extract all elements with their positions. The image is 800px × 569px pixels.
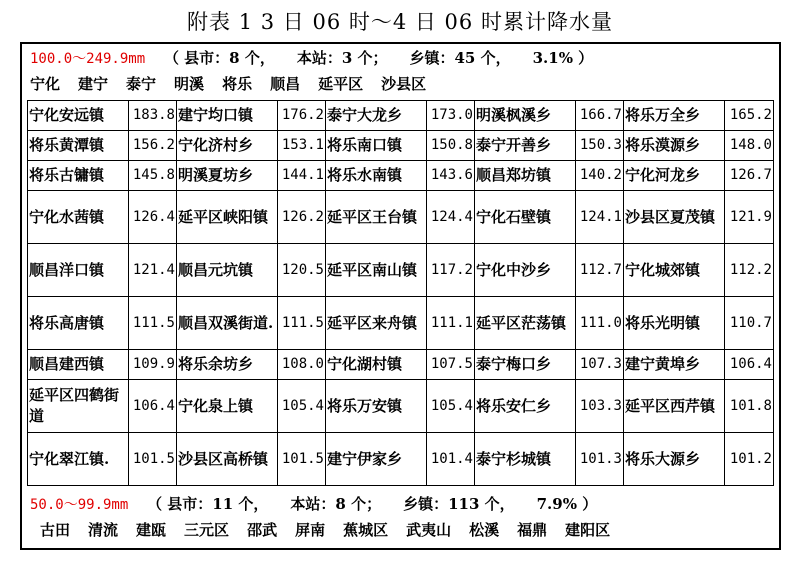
station-name: 顺昌双溪街道. [177, 297, 278, 350]
station-name: 泰宁开善乡 [475, 131, 576, 161]
station-name: 泰宁杉城镇 [475, 433, 576, 486]
rainfall-value: 150.8 [427, 131, 475, 161]
table-row [28, 131, 774, 161]
rainfall-value: 117.2 [427, 244, 475, 297]
rainfall-value: 112.2 [725, 244, 774, 297]
station-name: 宁化泉上镇 [177, 380, 278, 433]
station-name: 顺昌元坑镇 [177, 244, 278, 297]
station-name: 明溪枫溪乡 [475, 101, 576, 131]
rainfall-value: 176.2 [278, 101, 326, 131]
station-name: 建宁均口镇 [177, 101, 278, 131]
station-name: 宁化河龙乡 [624, 161, 725, 191]
band-counties: 古田 清流 建瓯 三元区 邵武 屏南 蕉城区 武夷山 松溪 福鼎 建阳区 [40, 521, 611, 539]
station-name: 宁化石壁镇 [475, 191, 576, 244]
station-name: 将乐大源乡 [624, 433, 725, 486]
band-stats: （ 县市：8 个， 本站：3 个； 乡镇：45 个， 3.1% ） [163, 49, 594, 67]
band-header-50-99 [30, 493, 773, 514]
band-range: 50.0～99.9mm [30, 497, 129, 513]
rainfall-value: 145.8 [129, 161, 177, 191]
rainfall-value: 106.4 [129, 380, 177, 433]
rainfall-value: 109.9 [129, 350, 177, 380]
page-title: 附表 1 3 日 06 时～4 日 06 时累计降水量 [187, 10, 613, 34]
station-name: 将乐水南镇 [326, 161, 427, 191]
rainfall-value: 144.1 [278, 161, 326, 191]
station-name: 宁化安远镇 [28, 101, 129, 131]
rainfall-value: 101.8 [725, 380, 774, 433]
rainfall-value: 126.2 [278, 191, 326, 244]
rainfall-table-frame [20, 42, 781, 550]
rainfall-value: 124.4 [427, 191, 475, 244]
rainfall-value: 101.4 [427, 433, 475, 486]
station-name: 建宁伊家乡 [326, 433, 427, 486]
band-range: 100.0～249.9mm [30, 51, 146, 67]
rainfall-value: 148.0 [725, 131, 774, 161]
station-name: 顺昌建西镇 [28, 350, 129, 380]
station-name: 顺昌郑坊镇 [475, 161, 576, 191]
table-row [28, 433, 774, 486]
station-name: 将乐安仁乡 [475, 380, 576, 433]
station-name: 将乐万安镇 [326, 380, 427, 433]
rainfall-value: 101.5 [278, 433, 326, 486]
rainfall-value: 156.2 [129, 131, 177, 161]
rainfall-value: 101.3 [576, 433, 624, 486]
rainfall-value: 165.2 [725, 101, 774, 131]
station-name: 宁化城郊镇 [624, 244, 725, 297]
table-row [28, 380, 774, 433]
rainfall-value: 111.5 [278, 297, 326, 350]
station-name: 建宁黄埠乡 [624, 350, 725, 380]
station-name: 延平区南山镇 [326, 244, 427, 297]
station-name: 泰宁梅口乡 [475, 350, 576, 380]
station-name: 将乐高唐镇 [28, 297, 129, 350]
rainfall-value: 173.0 [427, 101, 475, 131]
band-counties: 宁化 建宁 泰宁 明溪 将乐 顺昌 延平区 沙县区 [30, 75, 427, 93]
station-name: 沙县区夏茂镇 [624, 191, 725, 244]
station-name: 泰宁大龙乡 [326, 101, 427, 131]
station-name: 将乐古镛镇 [28, 161, 129, 191]
rainfall-value: 140.2 [576, 161, 624, 191]
table-row [28, 244, 774, 297]
rainfall-value: 150.3 [576, 131, 624, 161]
rainfall-value: 111.1 [427, 297, 475, 350]
table-row [28, 350, 774, 380]
rainfall-value: 121.4 [129, 244, 177, 297]
station-name: 延平区四鹤街道 [28, 380, 129, 433]
station-name: 宁化水茜镇 [28, 191, 129, 244]
rainfall-value: 111.0 [576, 297, 624, 350]
rainfall-value: 101.5 [129, 433, 177, 486]
station-rainfall-grid [27, 100, 774, 486]
rainfall-value: 183.8 [129, 101, 177, 131]
rainfall-value: 107.5 [427, 350, 475, 380]
station-name: 宁化济村乡 [177, 131, 278, 161]
rainfall-value: 143.6 [427, 161, 475, 191]
station-name: 宁化中沙乡 [475, 244, 576, 297]
rainfall-value: 105.4 [427, 380, 475, 433]
station-name: 将乐漠源乡 [624, 131, 725, 161]
rainfall-value: 153.1 [278, 131, 326, 161]
station-name: 将乐万全乡 [624, 101, 725, 131]
rainfall-value: 108.0 [278, 350, 326, 380]
table-row [28, 297, 774, 350]
rainfall-value: 111.5 [129, 297, 177, 350]
station-name: 将乐余坊乡 [177, 350, 278, 380]
rainfall-value: 126.4 [129, 191, 177, 244]
rainfall-value: 166.7 [576, 101, 624, 131]
station-name: 延平区王台镇 [326, 191, 427, 244]
rainfall-value: 121.9 [725, 191, 774, 244]
station-name: 延平区茫荡镇 [475, 297, 576, 350]
rainfall-value: 103.3 [576, 380, 624, 433]
rainfall-value: 120.5 [278, 244, 326, 297]
station-name: 宁化湖村镇 [326, 350, 427, 380]
band-stats: （ 县市：11 个， 本站：8 个； 乡镇：113 个， 7.9% ） [147, 495, 598, 513]
station-name: 将乐光明镇 [624, 297, 725, 350]
rainfall-value: 126.7 [725, 161, 774, 191]
table-row [28, 161, 774, 191]
band-header-100-249 [30, 47, 773, 68]
table-row [28, 101, 774, 131]
rainfall-value: 107.3 [576, 350, 624, 380]
station-name: 宁化翠江镇. [28, 433, 129, 486]
station-name: 沙县区高桥镇 [177, 433, 278, 486]
station-name: 将乐黄潭镇 [28, 131, 129, 161]
station-name: 延平区西芹镇 [624, 380, 725, 433]
rainfall-value: 105.4 [278, 380, 326, 433]
station-name: 明溪夏坊乡 [177, 161, 278, 191]
station-name: 延平区来舟镇 [326, 297, 427, 350]
table-row [28, 191, 774, 244]
rainfall-value: 112.7 [576, 244, 624, 297]
rainfall-value: 106.4 [725, 350, 774, 380]
rainfall-value: 124.1 [576, 191, 624, 244]
station-name: 将乐南口镇 [326, 131, 427, 161]
rainfall-value: 110.7 [725, 297, 774, 350]
station-name: 顺昌洋口镇 [28, 244, 129, 297]
rainfall-value: 101.2 [725, 433, 774, 486]
station-name: 延平区峡阳镇 [177, 191, 278, 244]
